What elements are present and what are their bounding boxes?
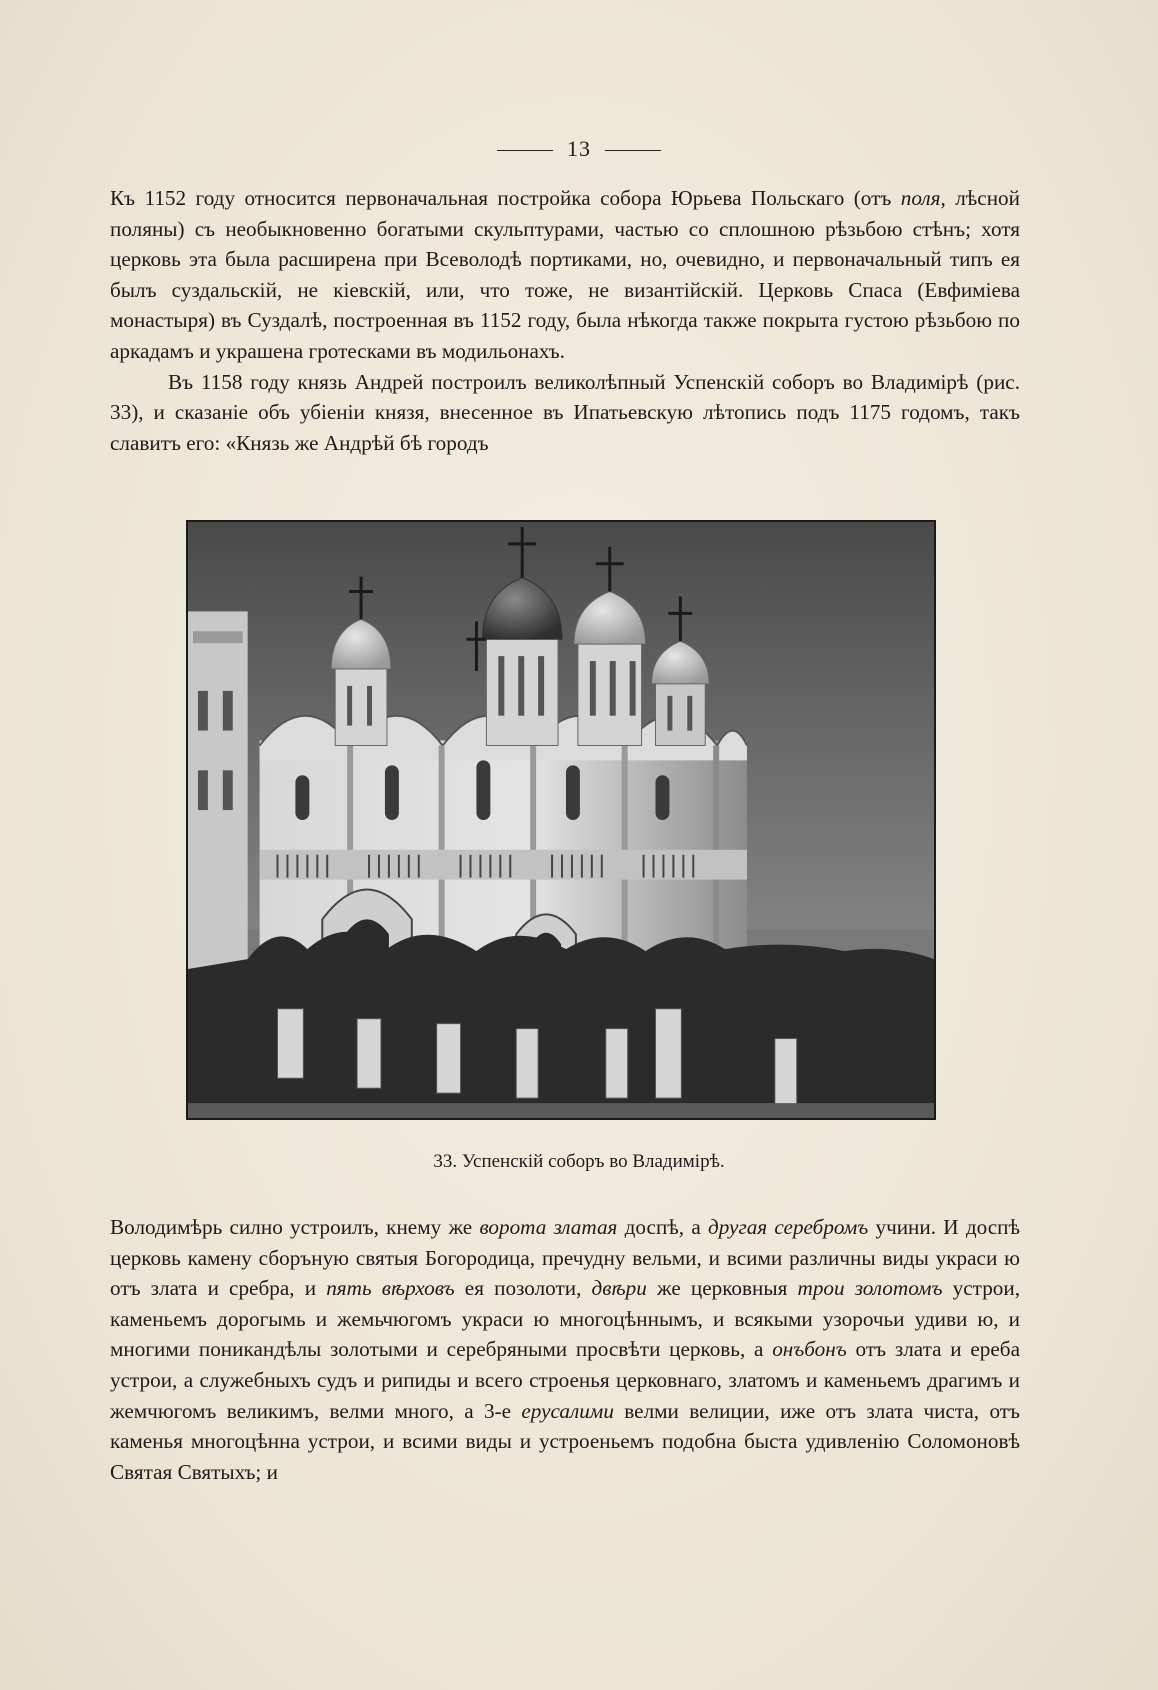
- italic-run: ерусалими: [521, 1398, 614, 1423]
- page-header: [0, 136, 1158, 162]
- paragraph-3: [110, 1212, 1020, 1487]
- text-run: лѣсной поляны) съ необыкновенно богатыми скульптурами, частью со сплошною рѣзьбою стѣнъ; хотя церковь эта была расширена при Всеволодѣ портиками, но, очевидно, и первоначальный типъ ея былъ суздальскій, не кіевскій, или, что тоже, не византійскій. Церковь Спаса (Евфиміева монастыря) въ Суздалѣ, построенная въ 1152 году, была нѣкогда также покрыта густою рѣзьбою по аркадамъ и украшена гротесками въ модильонахъ.: [110, 186, 1020, 363]
- italic-run: поля,: [900, 186, 946, 210]
- italic-run: другая серебромъ: [708, 1215, 869, 1239]
- text-run: Къ 1152 году относится первоначальная постройка собора Юрьева Польскаго (отъ: [110, 186, 901, 210]
- paragraph-1: [110, 183, 1020, 367]
- italic-run: трои золотомъ: [797, 1276, 943, 1301]
- text-run: учини. И доспѣ церковь камену сборъную святыя Богородица, пречудну вельми, и всими различны виды украси ю отъ злата и сребра, и: [110, 1215, 1020, 1301]
- figure-caption: 33. Успенскій соборъ во Владимірѣ.: [433, 1151, 725, 1172]
- text-run: Володимѣрь силно устроилъ, кнему же: [110, 1215, 480, 1239]
- header-rule-left: [497, 150, 553, 151]
- cathedral-photo: [188, 522, 934, 1118]
- text-run: Въ 1158 году князь Андрей построилъ великолѣпный Успенскій соборъ во Владимірѣ (рис. 33), и сказаніе объ убіеніи князя, внесенное въ Ипатьевскую лѣтопись подъ 1175 годомъ, такъ славитъ его: «Князь же Андрѣй бѣ городъ: [110, 369, 1020, 455]
- text-block-bottom: [110, 1212, 1020, 1487]
- figure-photograph: [186, 520, 936, 1120]
- italic-run: онъбонъ: [772, 1337, 847, 1362]
- italic-run: ворота златая: [479, 1215, 618, 1239]
- text-block-top: [110, 183, 1020, 458]
- text-run: устрои, каменьемъ дорогымь и жемьчюгомъ украси ю многоцѣннымъ, и всякыми узорочьи удиви ю, и многими поникандѣлы золотыми и серебряными просвѣти церковь, а: [110, 1276, 1021, 1362]
- italic-run: пять вѣрховъ: [326, 1276, 455, 1301]
- text-run: велми велиции, иже отъ злата чиста, отъ каменья многоцѣнна устрои, и всими виды и устроеньемъ подобна быста удивленію Соломоновѣ Святая Святыхъ; и: [110, 1398, 1020, 1484]
- text-run: доспѣ, а: [617, 1215, 709, 1239]
- text-run: отъ злата и ереба устрои, а служебныхъ судъ и рипиды и всего строенья церковнаго, златомъ и каменьемъ драгимъ и жемчюгомъ великимъ, велми много, а 3-е: [110, 1337, 1020, 1423]
- page-number: 13: [567, 136, 591, 161]
- text-run: же церковныя: [646, 1276, 798, 1301]
- header-rule-right: [605, 150, 661, 151]
- italic-run: двѣри: [591, 1276, 647, 1301]
- paragraph-2: [110, 367, 1020, 459]
- text-run: ея позолоти,: [454, 1276, 592, 1301]
